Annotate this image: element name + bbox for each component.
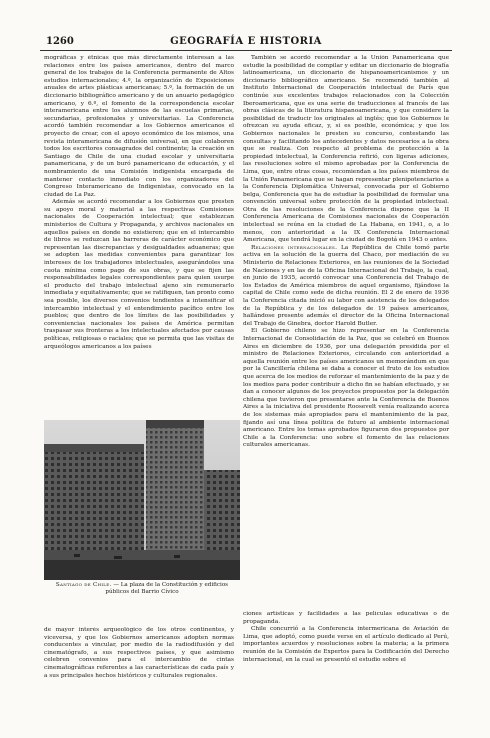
page-header — [40, 36, 452, 50]
section-lead: La República de — [340, 244, 393, 251]
paragraph: También se acordó recomendar a la Unión Panamericana que estudie la posibilidad de compilar y editar un diccionario de biografía latinoamericana, un diccionario de hispanoamericanismos y un diccionario bibliográfico americano. Se recomendó también al Instituto Internacional de Cooperación intelectual de París que continúe sus excelentes trabajos relacionados con la Colección Iberoamericana, que es una serie de traducciones al francés de las obras clásicas de la literatura hispanoamericana, y que considere la posibilidad de traducir los originales al inglés; que los Gobiernos le ofrezcan su ayuda eficaz, y, si es posible, económica; y que los Gobiernos nacionales le presten su concurso, contestando las consultas y facilitando los antecedentes y datos necesarios a la obra que se realiza. Con respecto al problema de protección a la propiedad intelectual, la Conferencia refirió, con ligeras adiciones, las resoluciones sobre el mismo aprobadas por la Conferencia de Lima, que, entre otras cosas, recomiendan a los países miembros de la Unión Panamericana que se hagan representar plenipotenciarios a la Conferencia Diplomática Universal, convocada por el Gobierno belga, Conferencia que ha de estudiar la posibilidad de formular una convención universal sobre protección de la propiedad intelectual. Otra de las resoluciones de la Conferencia dispone que la II Conferencia Americana de Comisiones nacionales de Cooperación intelectual se reúna en la ciudad de La Habana, en 1941, o, a lo menos, con anterioridad a la IX Conferencia Internacional Americana, que tendrá lugar en la ciudad de Bogotá en 1943 o antes. — [243, 55, 449, 244]
photo-illustration — [44, 420, 240, 580]
paragraph: Además se acordó recomendar a los Gobiernos que presten su apoyo moral y material a las respectivas Comisiones nacionales de Cooperación intelectual; que establezcan ministerios de Cultura y Propaganda, y archivos nacionales en aquellos países en donde no existieren; que en el intercambio de libros se reduzcan las barreras de carácter económico que representan las discrepancias y desigualdades aduaneras; que se adopten las medidas convenientes para garantizar los intereses de los trabajadores intelectuales, asegurándoles una cuota mínima como pago de sus obras, y que se fijen las responsabilidades legales correspondientes para quien usurpe el producto del trabajo intelectual ajeno sin remunerarlo inmediata y equitativamente; que se ratifiquen, tan pronto como sea posible, los diversos convenios tendientes a intensificar el intercambio intelectual y el entendimiento pacífico entre los pueblos; que dentro de los límites de las posibilidades y conveniencias nacionales los países de América permitan traspasar sus fronteras a los intelectuales afectados por causas políticas, religiosas o raciales; que se permita que las visitas de arqueólogos americanos a los países — [44, 199, 234, 350]
left-column-top — [44, 55, 234, 415]
paragraph: mográficas y étnicas que más directamente interesan a las relaciones entre los países americanos, dentro del marco general de los trabajos de la Conferencia permanente de Altos estudios internacionales; 4.º, la organización de Exposiciones anuales de artes plásticas americanas; 5.º, la formación de un diccionario bibliográfico americano y de un anuario pedagógico americano, y 6.º, el fomento de la correspondencia escolar interamericana entre los alumnos de las escuelas primarias, secundarias, profesionales y universitarias. La Conferencia acordó también recomendar a los Gobiernos americanos el proyecto de crear, con el apoyo económico de los mismos, una revista interamericana de difusión universal, en que colaboren todos los escritores consagrados del continente; la creación en Santiago de Chile de una ciudad escolar y universitaria panamericana, y de un buró panamericano de educación, y el nombramiento de una Comisión indigenista encargada de mantener contacto inmediato con los organizadores del Congreso Interamericano de Indigenistas, convocado en la ciudad de La Paz. — [44, 55, 234, 198]
section-label: Relaciones internacionales. — [251, 244, 338, 251]
right-column-bottom — [243, 611, 449, 719]
photo-plaza-constitucion — [44, 420, 240, 580]
header-rule — [40, 50, 452, 51]
paragraph: de mayor interés arqueológico de los otros continentes, y viceversa, y que los Gobiernos americanos adopten normas conducentes a vincular, por medio de la radiodifusión y del cinematógrafo, a sus respectivos países, y que asimismo celebren convenios para el intercambio de cintas cinematográficas referentes a las características de cada país y a sus principales hechos históricos y culturales regionales. — [44, 627, 234, 679]
caption-text: — La plaza de la Constitución y edificios públicos del Barrio Cívico — [105, 582, 229, 596]
paragraph: El Gobierno chileno se hizo representar en la Conferencia Internacional de Consolidación de la Paz, que se celebró en Buenos Aires en diciembre de 1936, por una delegación presidida por el ministro de Relaciones Exteriores, circulando con anterioridad a aquella reunión entre los países americanos un memorándum en que por la Cancillería chilena se daba a conocer el fruto de los estudios que acerca de los medios de reforzar el mantenimiento de la paz y de los medios para poder contribuir a dicho fin se habían efectuado, y se dan a conocer algunos de los proyectos propuestos por la delegación chilena que tuvieron que presentarse ante la Conferencia de Buenos Aires a la iniciativa del presidente Roosevelt venía realizando acerca de los sistemas más apropiados para el mantenimiento de la paz, fijando así una línea política de futuro al ambiente internacional americano. Entre los temas aprobados figuraron dos propuestos por Chile a la Conferencia: uno sobre el fomento de las relaciones culturales americanas. — [243, 328, 449, 449]
paragraph: ciones artísticas y facilidades a las películas educativas o de propaganda. — [243, 611, 449, 625]
page-number: 1260 — [46, 36, 74, 47]
photo-caption — [44, 582, 240, 597]
paragraph-text: Chile tomó parte activa en la solución de la guerra del Chaco, por mediación de su Ministerio de Relaciones Exteriores, en las reuniones de la Sociedad de Naciones y en las de la Oficina Internacional del Trabajo, la cual, en junio de 1935, acordó convocar una Conferencia del Trabajo de los Estados de América miembros de aquel organismo, fijándose la capital de Chile como sede de dicha reunión. El 2 de enero de 1936 la Conferencia citada inició su labor con asistencia de los delegados de la República y de los delegados de 19 países americanos, hallándose presente además el director de la Oficina Internacional del Trabajo de Ginebra, doctor Harold Butler. — [243, 244, 449, 327]
left-column-bottom — [44, 627, 234, 719]
right-column — [243, 55, 449, 610]
running-title: GEOGRAFÍA E HISTORIA — [170, 36, 322, 47]
paragraph-intl-relations — [243, 245, 449, 329]
paragraph: Chile concurrió a la Conferencia intermericana de Aviación de Lima, que adoptó, como puede verse en el artículo dedicado al Perú, importantes acuerdos y resoluciones sobre la materia; a la primera reunión de la Comisión de Expertos para la Codificación del Derecho internacional, en la cual se presentó el estudio sobre el — [243, 626, 449, 663]
caption-place: Santiago de Chile. — [55, 582, 112, 588]
